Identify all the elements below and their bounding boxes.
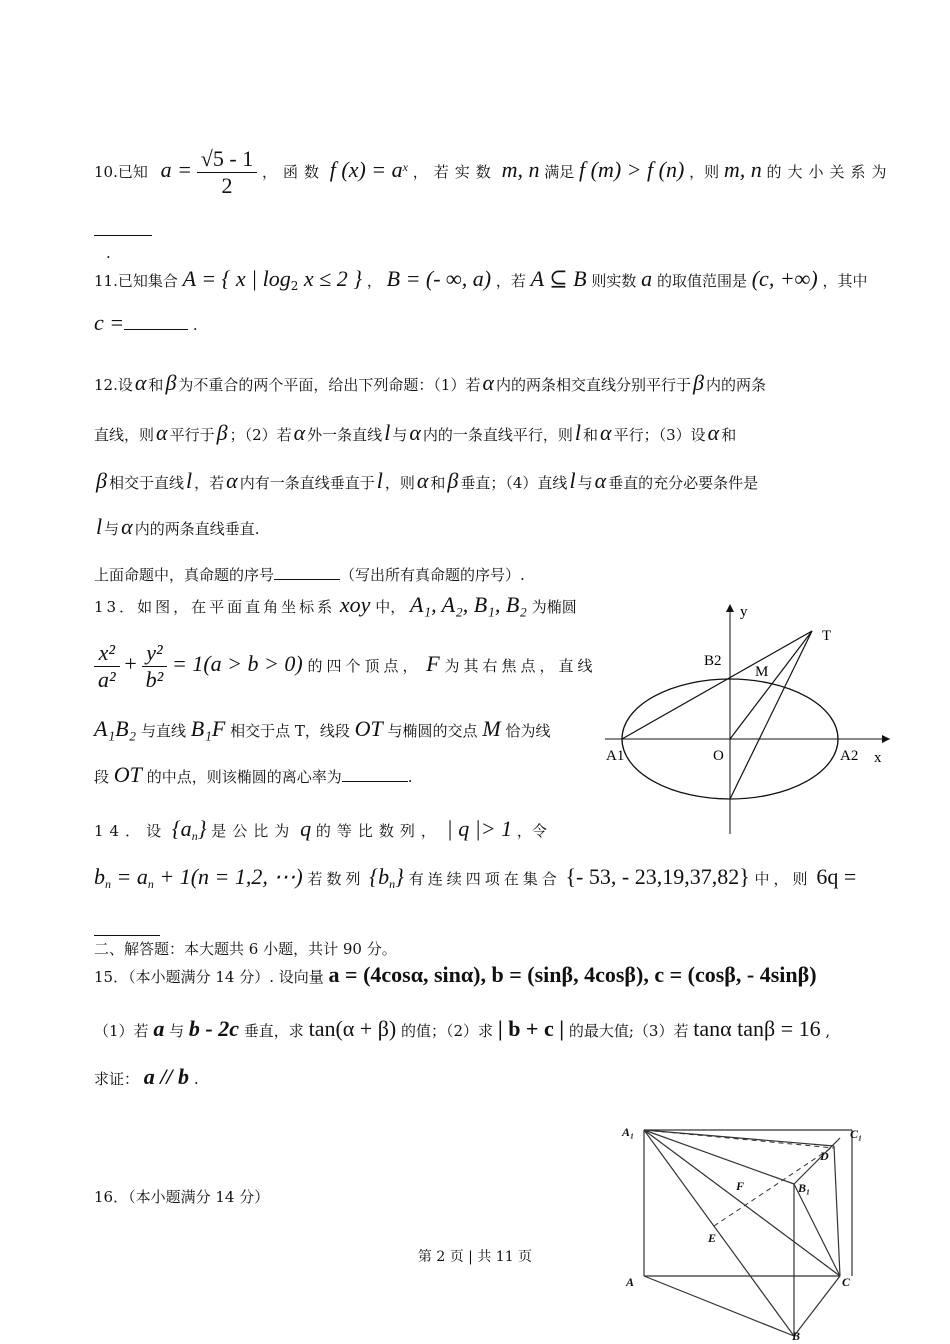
text-run: 相交于直线 xyxy=(108,474,184,492)
text-run: 内的两条 xyxy=(706,376,767,394)
text-run: 内的一条直线平行，则 xyxy=(422,426,573,444)
q11-set-a: A = { x | log xyxy=(182,266,291,291)
q15-line1: 15．（本小题满分 14 分）. 设向量 a = (4cosα, sinα), b = (sinβ, 4cosβ), c = (cosβ, - 4sinβ) xyxy=(94,962,817,987)
q14-set: {- 53, - 23,19,37,82} xyxy=(565,864,750,889)
text-run: 和 xyxy=(583,426,599,444)
q14-line2: $b_n = a_n + 1(n = 1,2$, ⋯) 若数列 $\{b_n\}$ 有连续四项在集合 {- 53, - 23,19,37,82} 中，则 6q = xyxy=(94,864,857,891)
text-run: 和 xyxy=(148,376,164,394)
text-run: 平行于 xyxy=(169,426,215,444)
q15-line2: （1）若 a 与 b - 2c 垂直，求 tan(α + β) 的值；（2）求 | b + c | 的最大值;（3）若 tanα tanβ = 16 , xyxy=(94,1016,831,1041)
q12-answer-blank xyxy=(274,579,340,580)
math-symbol: l xyxy=(96,514,103,539)
text-run: 外一条直线 xyxy=(307,426,383,444)
q10-number: 10. xyxy=(94,162,118,181)
q10-line1: 10.已知 a = $\frac{√5 - 1}{2}$ ，函数 f $(x) = a^x$ ，若实数 m, n 满足 f (m) > f (n) ，则 m, n 的大小关系为 xyxy=(94,146,893,199)
label-F: F xyxy=(736,1179,745,1193)
q11-answer-blank xyxy=(124,329,188,330)
q14-line1: 14．设 $\{a_n\}$ 是公比为 q 的等比数列， | q |> 1 ，令 xyxy=(94,816,547,843)
line-o-t xyxy=(730,631,812,739)
math-symbol: l xyxy=(574,420,582,445)
label-D: D xyxy=(820,1149,829,1163)
q11-set-b: B = (- ∞, a) xyxy=(386,266,492,291)
math-symbol: α xyxy=(594,468,607,493)
label-C1: C₁ xyxy=(850,1127,863,1141)
edge-b-c xyxy=(794,1276,840,1336)
q10-inequality: f (m) > f (n) xyxy=(579,156,685,182)
q13-line3: A₁B₂ 与直线 B₁F 相交于点 T，线段 OT 与椭圆的交点 M 恰为线 xyxy=(94,716,551,741)
y-axis-arrow xyxy=(726,604,734,612)
label-M: M xyxy=(755,664,769,680)
label-A: A xyxy=(626,1275,635,1289)
dashed-e-d xyxy=(714,1146,834,1226)
label-T: T xyxy=(822,628,832,644)
label-B1: B₁ xyxy=(798,1181,811,1195)
math-symbol: l xyxy=(185,468,193,493)
q12-line1 xyxy=(94,370,766,396)
q10-fraction: $\frac{√5 - 1}{2}$ xyxy=(197,146,257,200)
label-O: O xyxy=(713,748,724,764)
math-symbol: α xyxy=(482,370,495,395)
label-C: C xyxy=(842,1275,851,1289)
text-run: ，则 xyxy=(384,474,415,492)
text-run: 内的两条相交直线分别平行于 xyxy=(496,376,692,394)
edge-a1-b1 xyxy=(644,1130,794,1184)
text-run: 和 xyxy=(721,426,737,444)
math-symbol: α xyxy=(600,420,612,445)
q10-answer-line xyxy=(94,222,152,240)
label-B2: B2 xyxy=(704,653,722,669)
q11-line1: 11.已知集合 A = { x | $\log_2 x \le 2$ } ， B = (- ∞, a) ，若 A ⊆ B 则实数 a 的取值范围是 (c, +∞) ，其中 xyxy=(94,266,868,293)
text-run: 与 xyxy=(577,474,593,492)
q13-line4: 段 OT 的中点，则该椭圆的离心率为 . xyxy=(94,762,413,787)
q13-line1: 13．如图，在平面直角坐标系 xoy 中， A₁, A₂, B₁, B₂ 为椭圆 xyxy=(94,592,577,617)
label-x: x xyxy=(874,750,882,766)
math-symbol: l xyxy=(569,468,576,493)
text-run: 与 xyxy=(104,520,120,538)
q12-line3 xyxy=(94,468,758,494)
math-symbol: β xyxy=(693,370,704,395)
ellipse-figure xyxy=(600,598,900,838)
text-run: 直线，则 xyxy=(94,426,155,444)
q14-answer-line xyxy=(94,922,160,940)
math-symbol: β xyxy=(447,468,459,493)
math-symbol: α xyxy=(226,468,238,493)
math-symbol: l xyxy=(384,420,391,445)
math-symbol: l xyxy=(376,468,383,493)
math-symbol: α xyxy=(121,514,133,539)
label-A1: A1 xyxy=(606,748,625,764)
label-E: E xyxy=(708,1231,717,1245)
text-run: 12.设 xyxy=(94,376,133,394)
q13-points: A₁, A₂, B₁, B₂ xyxy=(409,592,527,617)
text-run: 垂直的充分必要条件是 xyxy=(608,474,759,492)
text-run: 和 xyxy=(430,474,446,492)
edge-a1-b xyxy=(644,1130,794,1336)
text-run: 与 xyxy=(392,426,408,444)
page-footer: 第 2 页 | 共 11 页 xyxy=(417,1249,533,1265)
math-symbol: β xyxy=(216,420,228,445)
dashed-a1-d xyxy=(644,1130,834,1148)
label-A1: A₁ xyxy=(622,1125,635,1139)
q13-line2: $\frac{\text{x²}}{\text{a²}}$ + $\frac{\text{y²}}{\text{b²}}$ = 1(a > b > 0) 的四个顶点， F 为其右焦点，直线 xyxy=(94,640,597,694)
line-b1-t xyxy=(730,631,812,799)
q10-a-lhs: a = xyxy=(160,156,193,182)
text-run: 为不重合的两个平面，给出下列命题：（1）若 xyxy=(178,376,481,394)
q13-frac-y: $\frac{\text{y²}}{\text{b²}}$ xyxy=(142,640,168,694)
q12-line4 xyxy=(94,514,259,540)
prism-figure xyxy=(618,1118,868,1342)
label-A2: A2 xyxy=(840,748,859,764)
text-run: 内有一条直线垂直于 xyxy=(239,474,375,492)
x-axis-arrow xyxy=(882,735,890,743)
text-run: 内的两条直线垂直. xyxy=(134,520,260,538)
q10-answer-blank xyxy=(94,235,152,236)
math-symbol: α xyxy=(134,370,147,395)
q16-title: 16．（本小题满分 14 分） xyxy=(94,1188,270,1206)
q15-vectors: a = (4cosα, sinα), b = (sinβ, 4cosβ), c = (cosβ, - 4sinβ) xyxy=(328,962,817,987)
q13-answer-blank xyxy=(342,781,408,782)
math-symbol: β xyxy=(165,370,177,395)
text-run: ；（2）若 xyxy=(229,426,292,444)
q13-frac-x: $\frac{\text{x²}}{\text{a²}}$ xyxy=(94,640,120,694)
q11-line2: c = . xyxy=(94,310,198,335)
math-symbol: β xyxy=(96,468,107,493)
line-a1-t xyxy=(622,631,812,739)
q15-line3: 求证： a // b . xyxy=(94,1064,199,1089)
label-y: y xyxy=(740,604,748,620)
q14-answer-blank xyxy=(94,935,160,936)
math-symbol: α xyxy=(293,420,306,445)
q10-function: f (x) = a xyxy=(329,156,403,182)
math-symbol: α xyxy=(156,420,168,445)
math-symbol: α xyxy=(409,420,421,445)
text-run: 垂直；（4）直线 xyxy=(460,474,568,492)
label-B: B xyxy=(792,1329,801,1342)
q12-line2 xyxy=(94,420,736,446)
text-run: ，若 xyxy=(194,474,225,492)
math-symbol: α xyxy=(707,420,720,445)
section2-header: 二、解答题：本大题共 6 小题，共计 90 分。 xyxy=(94,940,397,958)
math-symbol: α xyxy=(416,468,429,493)
text-run: 平行；（3）设 xyxy=(613,426,706,444)
q12-answer-line: 上面命题中，真命题的序号 （写出所有真命题的序号）. xyxy=(94,566,525,584)
